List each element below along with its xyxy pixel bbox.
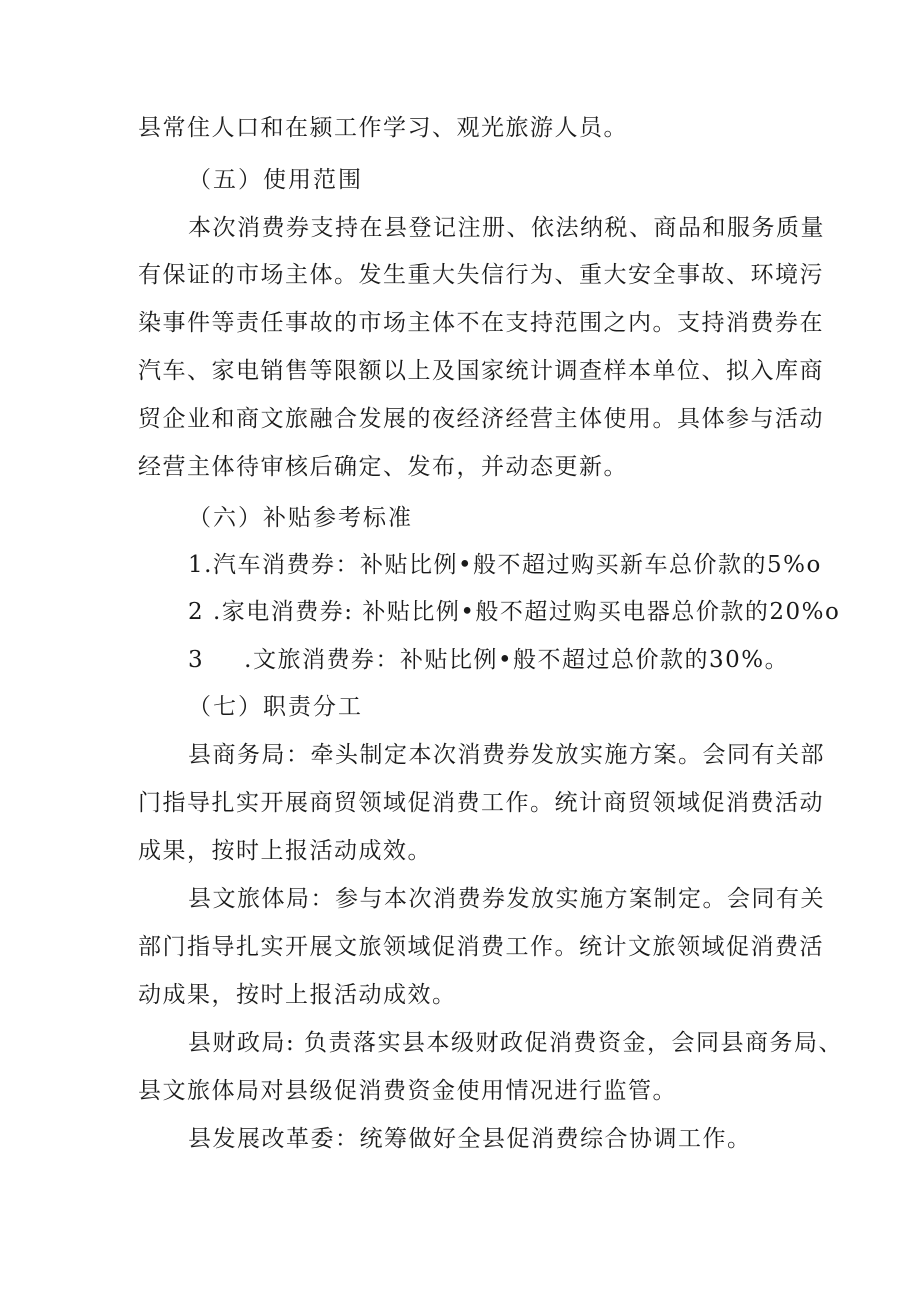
paragraph-line: 有保证的市场主体。发生重大失信行为、重大安全事故、环境污 — [138, 262, 824, 288]
paragraph-line: 贸企业和商文旅融合发展的夜经济经营主体使用。具体参与活动 — [138, 406, 824, 432]
paragraph-line: 门指导扎实开展商贸领域促消费工作。统计商贸领域促消费活动 — [138, 790, 824, 816]
paragraph-line: 县商务局：牵头制定本次消费券发放实施方案。会同有关部 — [188, 742, 825, 768]
list-item: 1.汽车消费券：补贴比例•般不超过购买新车总价款的5%o — [188, 552, 822, 578]
paragraph-line: 动成果，按时上报活动成效。 — [138, 982, 457, 1008]
paragraph-line: 本次消费券支持在县登记注册、依法纳税、商品和服务质量 — [188, 215, 825, 241]
paragraph-line: 染事件等责任事故的市场主体不在支持范围之内。支持消费券在 — [138, 310, 824, 336]
section-heading-duties: （七）职责分工 — [188, 694, 363, 720]
paragraph-line: 县发展改革委：统筹做好全县促消费综合协调工作。 — [188, 1126, 752, 1152]
paragraph-line: 汽车、家电销售等限额以上及国家统计调查样本单位、拟入库商 — [138, 358, 824, 384]
paragraph-line: 县常住人口和在颍工作学习、观光旅游人员。 — [138, 115, 628, 141]
list-item-number: 3 — [188, 647, 205, 673]
list-item: 2 .家电消费券: 补贴比例•般不超过购买电器总价款的20%o — [188, 599, 841, 625]
paragraph-line: 部门指导扎实开展文旅领域促消费工作。统计文旅领域促消费活 — [138, 934, 824, 960]
paragraph-line: 县文旅体局：参与本次消费券发放实施方案制定。会同有关 — [188, 886, 825, 912]
paragraph-line: 经营主体待审核后确定、发布，并动态更新。 — [138, 454, 628, 480]
section-heading-subsidy: （六）补贴参考标准 — [188, 505, 413, 531]
section-heading-scope: （五）使用范围 — [188, 167, 363, 193]
paragraph-line: 成果，按时上报活动成效。 — [138, 838, 432, 864]
list-item — [188, 645, 789, 675]
paragraph-line: 县财政局: 负责落实县本级财政促消费资金，会同县商务局、 — [188, 1030, 844, 1056]
paragraph-line: 县文旅体局对县级促消费资金使用情况进行监管。 — [138, 1078, 677, 1104]
list-item-text: .文旅消费券：补贴比例•般不超过总价款的30%。 — [244, 647, 790, 673]
